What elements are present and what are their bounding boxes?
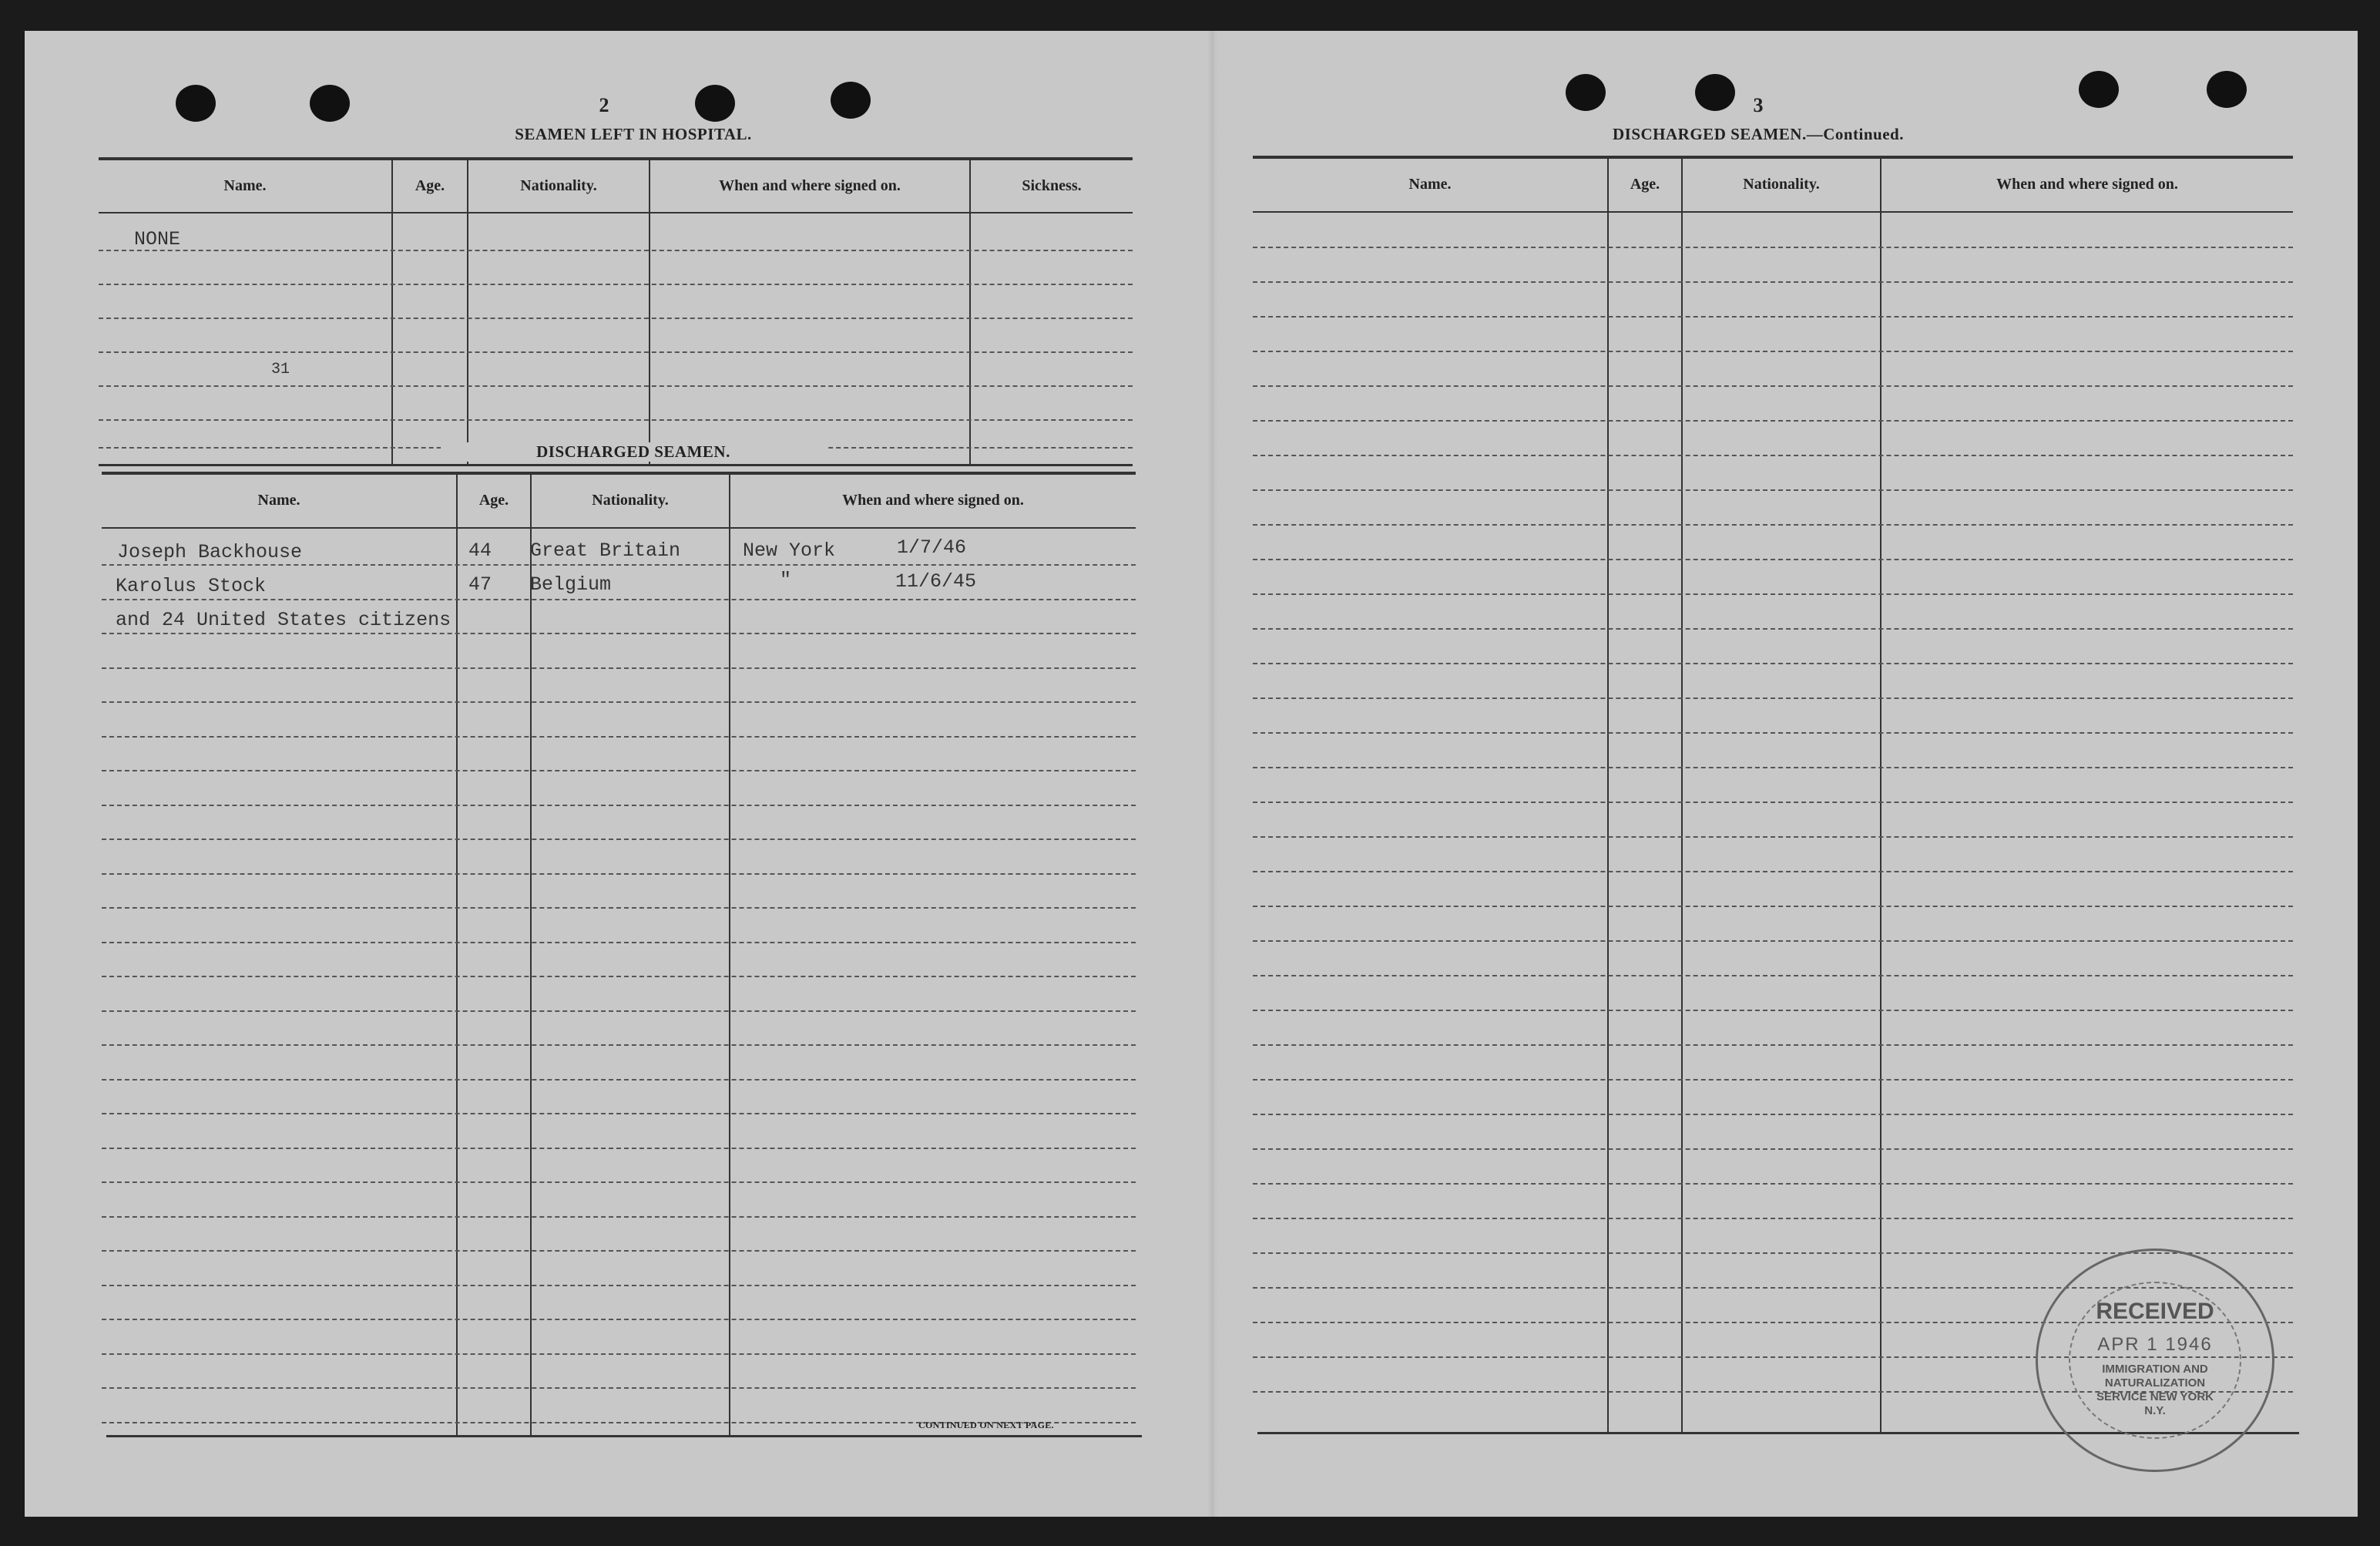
- discharged-note: and 24 United States citizens: [116, 609, 451, 631]
- hospital-row-line: [99, 351, 1133, 353]
- ledger-row-line: [102, 1010, 1136, 1012]
- stamp-received: RECEIVED: [2096, 1299, 2214, 1324]
- ledger-row-line: [1253, 489, 2293, 491]
- ledger-row-line: [1253, 732, 2293, 734]
- ledger-row-line: [1253, 316, 2293, 318]
- ledger-row-line: [1253, 975, 2293, 976]
- hospital-row-line: [99, 284, 1133, 285]
- right-section-title: DISCHARGED SEAMEN.—Continued.: [1613, 125, 1904, 143]
- hospital-row-line: [99, 385, 1133, 387]
- seaman-signed-on-place: ": [780, 569, 792, 591]
- ledger-row-line: [102, 839, 1136, 840]
- ledger-row-line: [1253, 767, 2293, 768]
- punch-hole: [176, 85, 216, 122]
- ledger-row-line: [1253, 455, 2293, 456]
- ledger-row-line: [1253, 906, 2293, 907]
- ledger-row-line: [102, 1113, 1136, 1114]
- ledger-row-line: [1253, 1114, 2293, 1115]
- hospital-header-rule: [99, 212, 1133, 213]
- right-col-name: Name.: [1408, 176, 1452, 193]
- right-col-divider: [1681, 159, 1683, 1432]
- ledger-row-line: [102, 701, 1136, 703]
- ledger-row-line: [102, 976, 1136, 977]
- ledger-row-line: [102, 907, 1136, 909]
- discharged-col-divider: [456, 475, 458, 1437]
- right-col-divider: [1880, 159, 1882, 1432]
- ledger-row-line: [1253, 802, 2293, 803]
- ledger-row-line: [1253, 1044, 2293, 1046]
- ledger-row-line: [102, 1079, 1136, 1081]
- ledger-row-line: [102, 1044, 1136, 1046]
- hospital-row-line: [99, 250, 1133, 251]
- seaman-nationality: Belgium: [530, 573, 612, 596]
- ledger-row-line: [1253, 524, 2293, 526]
- right-col-divider: [1607, 159, 1609, 1432]
- ledger-row-line: [1253, 1010, 2293, 1011]
- discharged-section-title: DISCHARGED SEAMEN.: [441, 442, 826, 462]
- ledger-row-line: [102, 633, 1136, 634]
- discharged-top-rule: [102, 472, 1136, 475]
- hospital-col-nationality: Nationality.: [520, 177, 597, 194]
- page-number-right: 3: [1753, 94, 1764, 116]
- discharged-col-name: Name.: [257, 492, 300, 509]
- hospital-section-title: SEAMEN LEFT IN HOSPITAL.: [515, 125, 752, 143]
- ledger-row-line: [1253, 351, 2293, 352]
- stamp-date: APR 1 1946: [2097, 1334, 2213, 1355]
- discharged-bottom-rule: [106, 1435, 1142, 1437]
- ledger-row-line: [1253, 940, 2293, 942]
- right-header-rule: [1253, 211, 2293, 213]
- ledger-row-line: [102, 1148, 1136, 1149]
- discharged-col-age: Age.: [478, 492, 509, 509]
- ledger-row-line: [1253, 871, 2293, 872]
- ledger-row-line: [1253, 420, 2293, 422]
- ledger-row-line: [102, 770, 1136, 771]
- ledger-row-line: [102, 1387, 1136, 1389]
- ledger-row-line: [1253, 663, 2293, 664]
- continued-footer: CONTINUED ON NEXT PAGE.: [918, 1420, 1054, 1430]
- hospital-col-age: Age.: [415, 177, 445, 194]
- ledger-row-line: [1253, 1079, 2293, 1081]
- right-col-nationality: Nationality.: [1743, 176, 1820, 193]
- ledger-row-line: [102, 805, 1136, 806]
- ledger-row-line: [102, 942, 1136, 943]
- hospital-bottom-rule: [99, 464, 1133, 466]
- punch-hole: [310, 85, 350, 122]
- punch-hole: [831, 82, 871, 119]
- ledger-row-line: [102, 1319, 1136, 1320]
- page-fold: [1207, 31, 1218, 1517]
- punch-hole: [695, 85, 735, 122]
- ledger-row-line: [1253, 559, 2293, 560]
- ledger-row-line: [1253, 247, 2293, 248]
- hospital-col-sickness: Sickness.: [1022, 177, 1082, 194]
- page-number-left: 2: [599, 94, 609, 116]
- ledger-row-line: [102, 1250, 1136, 1252]
- hospital-row-line: [99, 419, 1133, 421]
- right-top-rule: [1253, 156, 2293, 159]
- seaman-signed-on-date: 1/7/46: [897, 536, 967, 559]
- ledger-row-line: [102, 1285, 1136, 1286]
- hospital-col-name: Name.: [223, 177, 267, 194]
- discharged-col-divider: [530, 475, 532, 1437]
- right-col-age: Age.: [1630, 176, 1660, 193]
- discharged-header-rule: [102, 527, 1136, 529]
- discharged-col-signed-on: When and where signed on.: [842, 492, 1024, 509]
- ledger-row-line: [102, 564, 1136, 566]
- ledger-row-line: [102, 873, 1136, 875]
- ledger-row-line: [1253, 281, 2293, 283]
- stamp-office: IMMIGRATION AND NATURALIZATION SERVICE NEW YORK N.Y.: [2096, 1363, 2214, 1417]
- hospital-col-signed-on: When and where signed on.: [719, 177, 901, 194]
- right-col-signed-on: When and where signed on.: [1996, 176, 2178, 193]
- seaman-age: 44: [468, 539, 492, 562]
- seaman-signed-on-place: New York: [743, 539, 836, 562]
- ledger-row-line: [1253, 628, 2293, 630]
- seaman-name: Joseph Backhouse: [117, 541, 303, 563]
- ledger-row-line: [102, 1216, 1136, 1218]
- ledger-row-line: [102, 736, 1136, 738]
- ledger-row-line: [1253, 697, 2293, 699]
- hospital-entry-none: NONE: [134, 228, 181, 250]
- received-stamp: [2036, 1249, 2274, 1472]
- ledger-row-line: [1253, 1183, 2293, 1185]
- hospital-top-rule: [99, 157, 1133, 160]
- hospital-row-line: [99, 318, 1133, 319]
- punch-hole: [1566, 74, 1606, 111]
- ledger-row-line: [102, 1181, 1136, 1183]
- ledger-row-line: [102, 667, 1136, 669]
- seaman-nationality: Great Britain: [530, 539, 681, 562]
- ledger-row-line: [1253, 1148, 2293, 1150]
- seaman-name: Karolus Stock: [116, 575, 267, 597]
- document-sheet: [25, 31, 2358, 1517]
- punch-hole: [2207, 71, 2247, 108]
- ledger-row-line: [1253, 836, 2293, 838]
- discharged-col-divider: [729, 475, 730, 1437]
- ledger-row-line: [102, 599, 1136, 600]
- margin-mark: 31: [271, 361, 290, 378]
- ledger-row-line: [1253, 385, 2293, 387]
- ledger-row-line: [1253, 1218, 2293, 1219]
- punch-hole: [1695, 74, 1735, 111]
- punch-hole: [2079, 71, 2119, 108]
- ledger-row-line: [102, 1353, 1136, 1355]
- discharged-col-nationality: Nationality.: [592, 492, 669, 509]
- seaman-age: 47: [468, 573, 492, 596]
- seaman-signed-on-date: 11/6/45: [895, 570, 977, 593]
- ledger-row-line: [1253, 593, 2293, 595]
